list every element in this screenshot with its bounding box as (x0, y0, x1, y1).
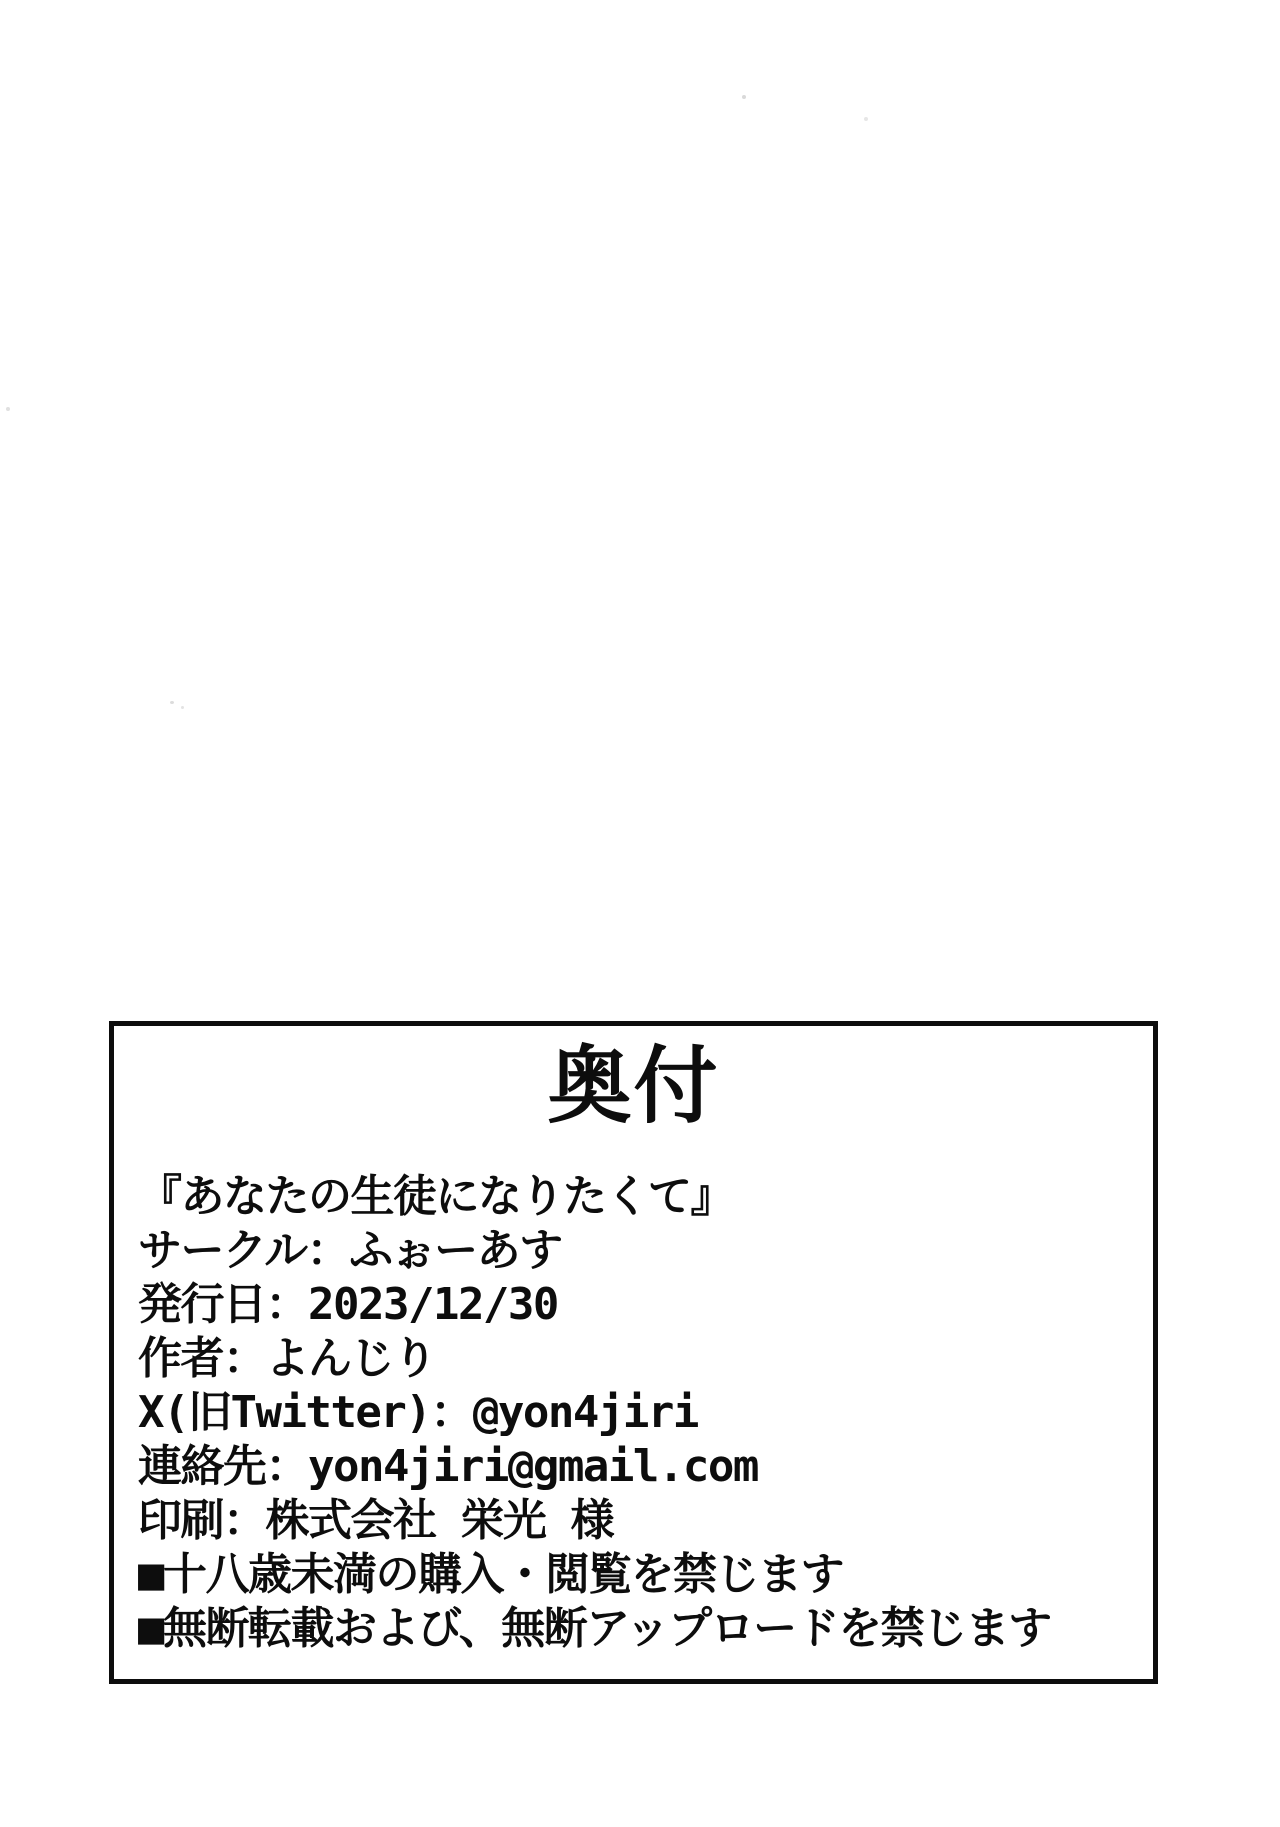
colophon-line-contact-email: 連絡先：yon4jiri@gmail.com (138, 1441, 758, 1492)
colophon-line-printer: 印刷：株式会社 栄光 様 (138, 1495, 613, 1546)
colophon-box (109, 1021, 1158, 1684)
colophon-line-publish-date: 発行日：2023/12/30 (138, 1279, 558, 1330)
colophon-title: 奥付 (547, 1039, 720, 1133)
colophon-line-age-restriction: ■十八歳未満の購入・閲覧を禁じます (138, 1549, 843, 1600)
scan-dust-speck (742, 95, 746, 99)
colophon-line-no-reupload: ■無断転載および、無断アップロードを禁じます (138, 1603, 1051, 1654)
colophon-line-book-title: 『あなたの生徒になりたくて』 (138, 1171, 733, 1222)
colophon-line-author: 作者：よんじり (138, 1333, 436, 1384)
scan-dust-speck (181, 706, 184, 709)
colophon-line-circle: サークル：ふぉーあす (138, 1225, 562, 1276)
scan-dust-speck (6, 407, 10, 411)
colophon-line-twitter: X(旧Twitter)：@yon4jiri (138, 1387, 698, 1438)
scan-dust-speck (864, 117, 868, 121)
colophon-lines (114, 1170, 1153, 1656)
scan-dust-speck (170, 701, 174, 704)
